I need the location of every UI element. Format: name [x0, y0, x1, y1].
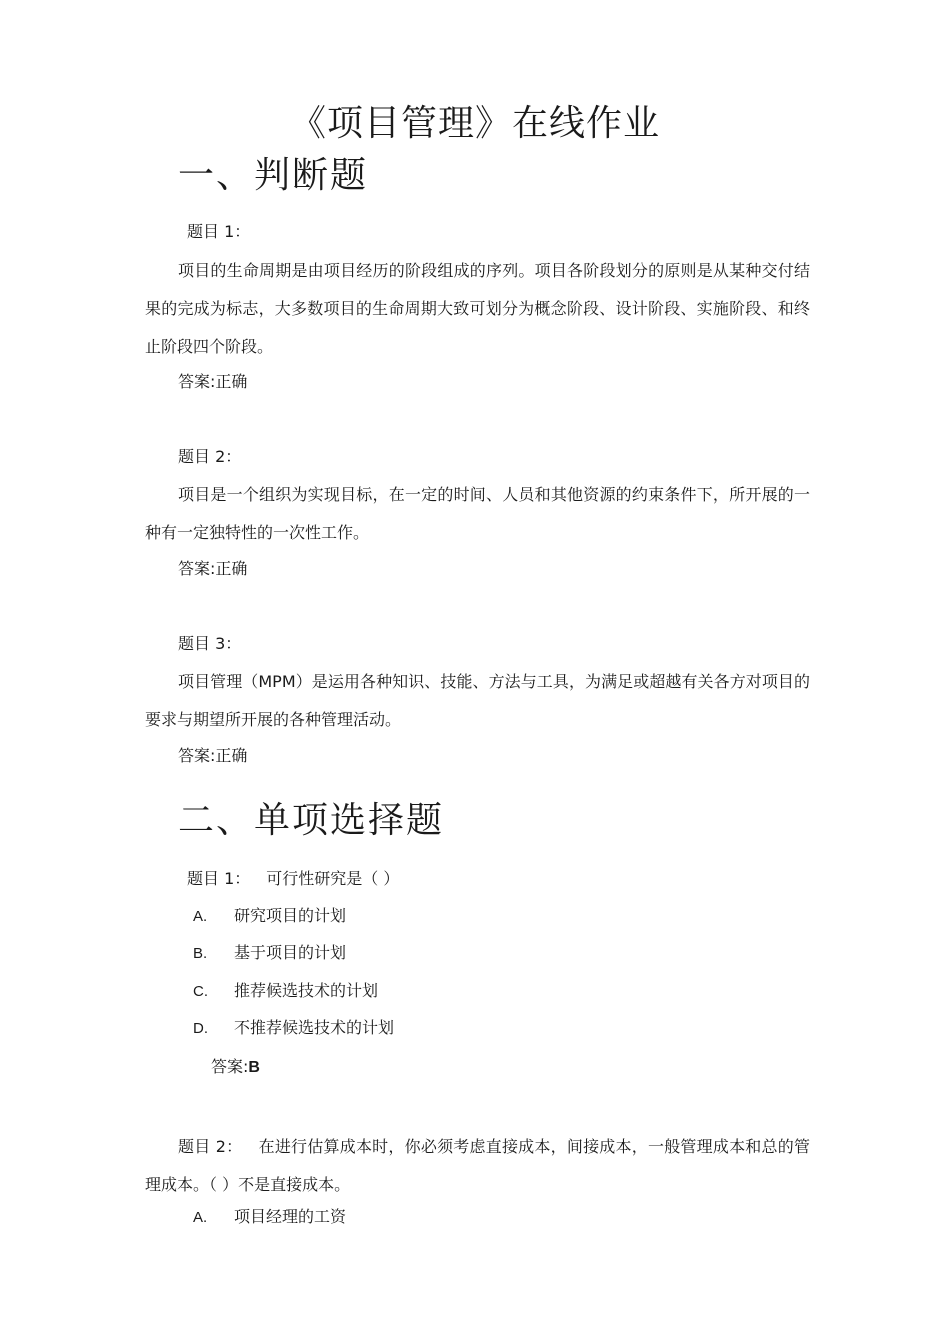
answer-value: 正确	[215, 746, 248, 765]
answer-label: 答案:	[211, 1057, 249, 1076]
answer-label: 答案:	[178, 746, 216, 765]
question-label: 题目 3：	[178, 634, 242, 653]
question-label: 题目 2：	[178, 1137, 243, 1156]
question-line	[145, 1128, 810, 1204]
question-text: 项目是一个组织为实现目标，在一定的时间、人员和其他资源的约束条件下，所开展的一种有一定独特性的一次性工作。	[145, 485, 810, 542]
option-letter: A.	[193, 908, 208, 925]
answer-value: B	[248, 1059, 260, 1076]
question-label: 题目 2：	[178, 447, 242, 466]
option-text: 不推荐候选技术的计划	[234, 1018, 395, 1037]
answer-line	[178, 371, 247, 393]
option-text: 项目经理的工资	[234, 1207, 347, 1226]
option-text: 研究项目的计划	[234, 906, 347, 925]
answer-line	[178, 558, 247, 580]
question-text: 项目的生命周期是由项目经历的阶段组成的序列。项目各阶段划分的原则是从某种交付结果的完成为标志，大多数项目的生命周期大致可划分为概念阶段、设计阶段、实施阶段、和终止阶段四个阶段。	[145, 261, 810, 356]
answer-value: 正确	[215, 559, 248, 578]
option-letter: D.	[193, 1020, 208, 1037]
answer-label: 答案:	[178, 559, 216, 578]
document-title: 《项目管理》在线作业	[289, 103, 660, 144]
answer-line	[178, 745, 247, 767]
answer-line	[211, 1056, 260, 1079]
question-label: 题目 1：	[187, 222, 251, 241]
option-letter: B.	[193, 945, 208, 962]
answer-value: 正确	[215, 372, 248, 391]
question-text: 可行性研究是（ ）	[266, 869, 400, 888]
section-heading-true-false: 一、判断题	[178, 155, 369, 196]
question-text: 在进行估算成本时，你必须考虑直接成本，间接成本，一般管理成本和总的管理成本。（ ）不是直接成本。	[145, 1137, 810, 1194]
section-heading-single-choice: 二、单项选择题	[178, 800, 445, 841]
option-text: 推荐候选技术的计划	[234, 981, 379, 1000]
answer-label: 答案:	[178, 372, 216, 391]
question-text: 项目管理（MPM）是运用各种知识、技能、方法与工具，为满足或超越有关各方对项目的要求与期望所开展的各种管理活动。	[145, 672, 810, 729]
option-text: 基于项目的计划	[234, 943, 347, 962]
question-line	[187, 868, 399, 890]
option-letter: C.	[193, 983, 208, 1000]
option-letter: A.	[193, 1209, 208, 1226]
question-label: 题目 1：	[187, 869, 251, 888]
